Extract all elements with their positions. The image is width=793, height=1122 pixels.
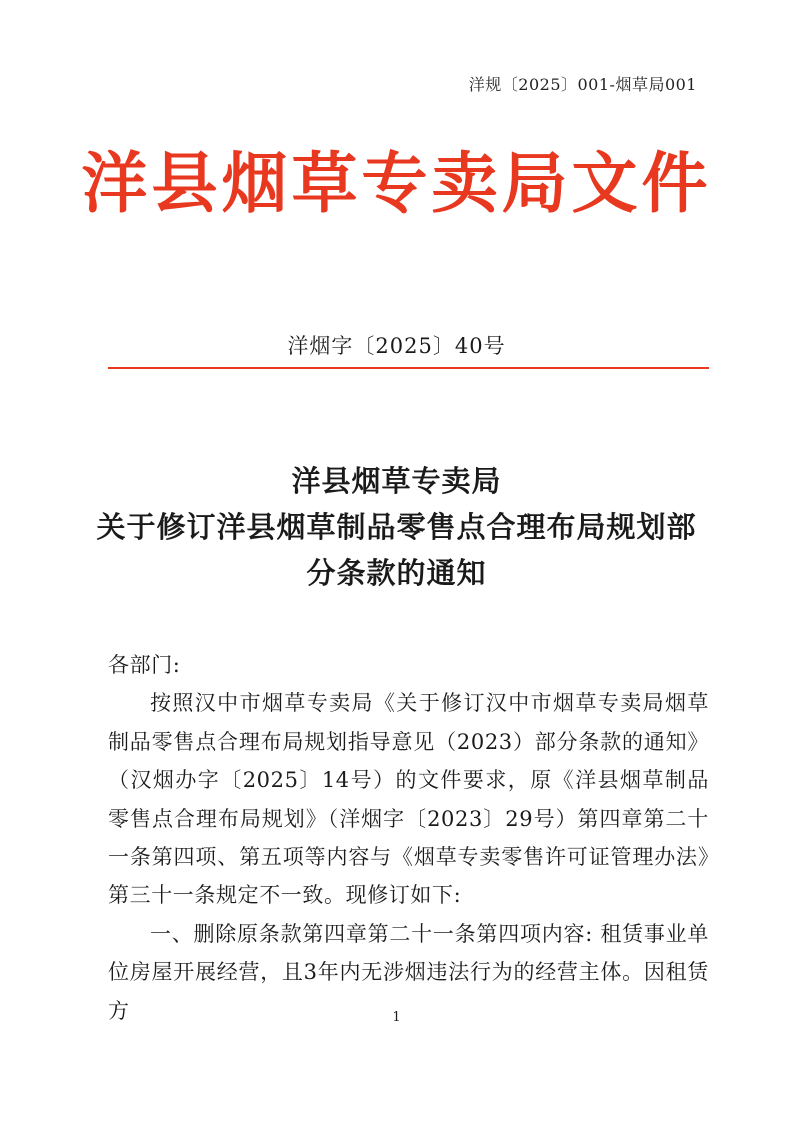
document-title: [0, 458, 793, 596]
body-paragraph-1: 按照汉中市烟草专卖局《关于修订汉中市烟草专卖局烟草制品零售点合理布局规划指导意见（2023）部分条款的通知》（汉烟办字〔2025〕14号）的文件要求，原《洋县烟草制品零售点合理布局规划》（洋烟字〔2023〕29号）第四章第二十一条第四项、第五项等内容与《烟草专卖零售许可证管理办法》第三十一条规定不一致。现修订如下:: [108, 691, 709, 908]
body-paragraph-2: 一、删除原条款第四章第二十一条第四项内容: 租赁事业单位房屋开展经营，且3年内无涉烟违法行为的经营主体。因租赁方: [108, 921, 709, 1023]
red-divider: [108, 367, 709, 369]
document-code: 洋规〔2025〕001-烟草局001: [468, 75, 697, 94]
document-header: 洋县烟草专卖局文件: [81, 144, 712, 222]
page-number: 1: [392, 1010, 401, 1025]
title-line-3: 分条款的通知: [306, 556, 487, 590]
title-line-2: 关于修订洋县烟草制品零售点合理布局规划部: [96, 510, 697, 544]
document-number: 洋烟字〔2025〕40号: [287, 334, 506, 358]
salutation: 各部门:: [108, 653, 181, 677]
title-line-1: 洋县烟草专卖局: [291, 464, 502, 498]
document-body: [108, 646, 709, 1030]
